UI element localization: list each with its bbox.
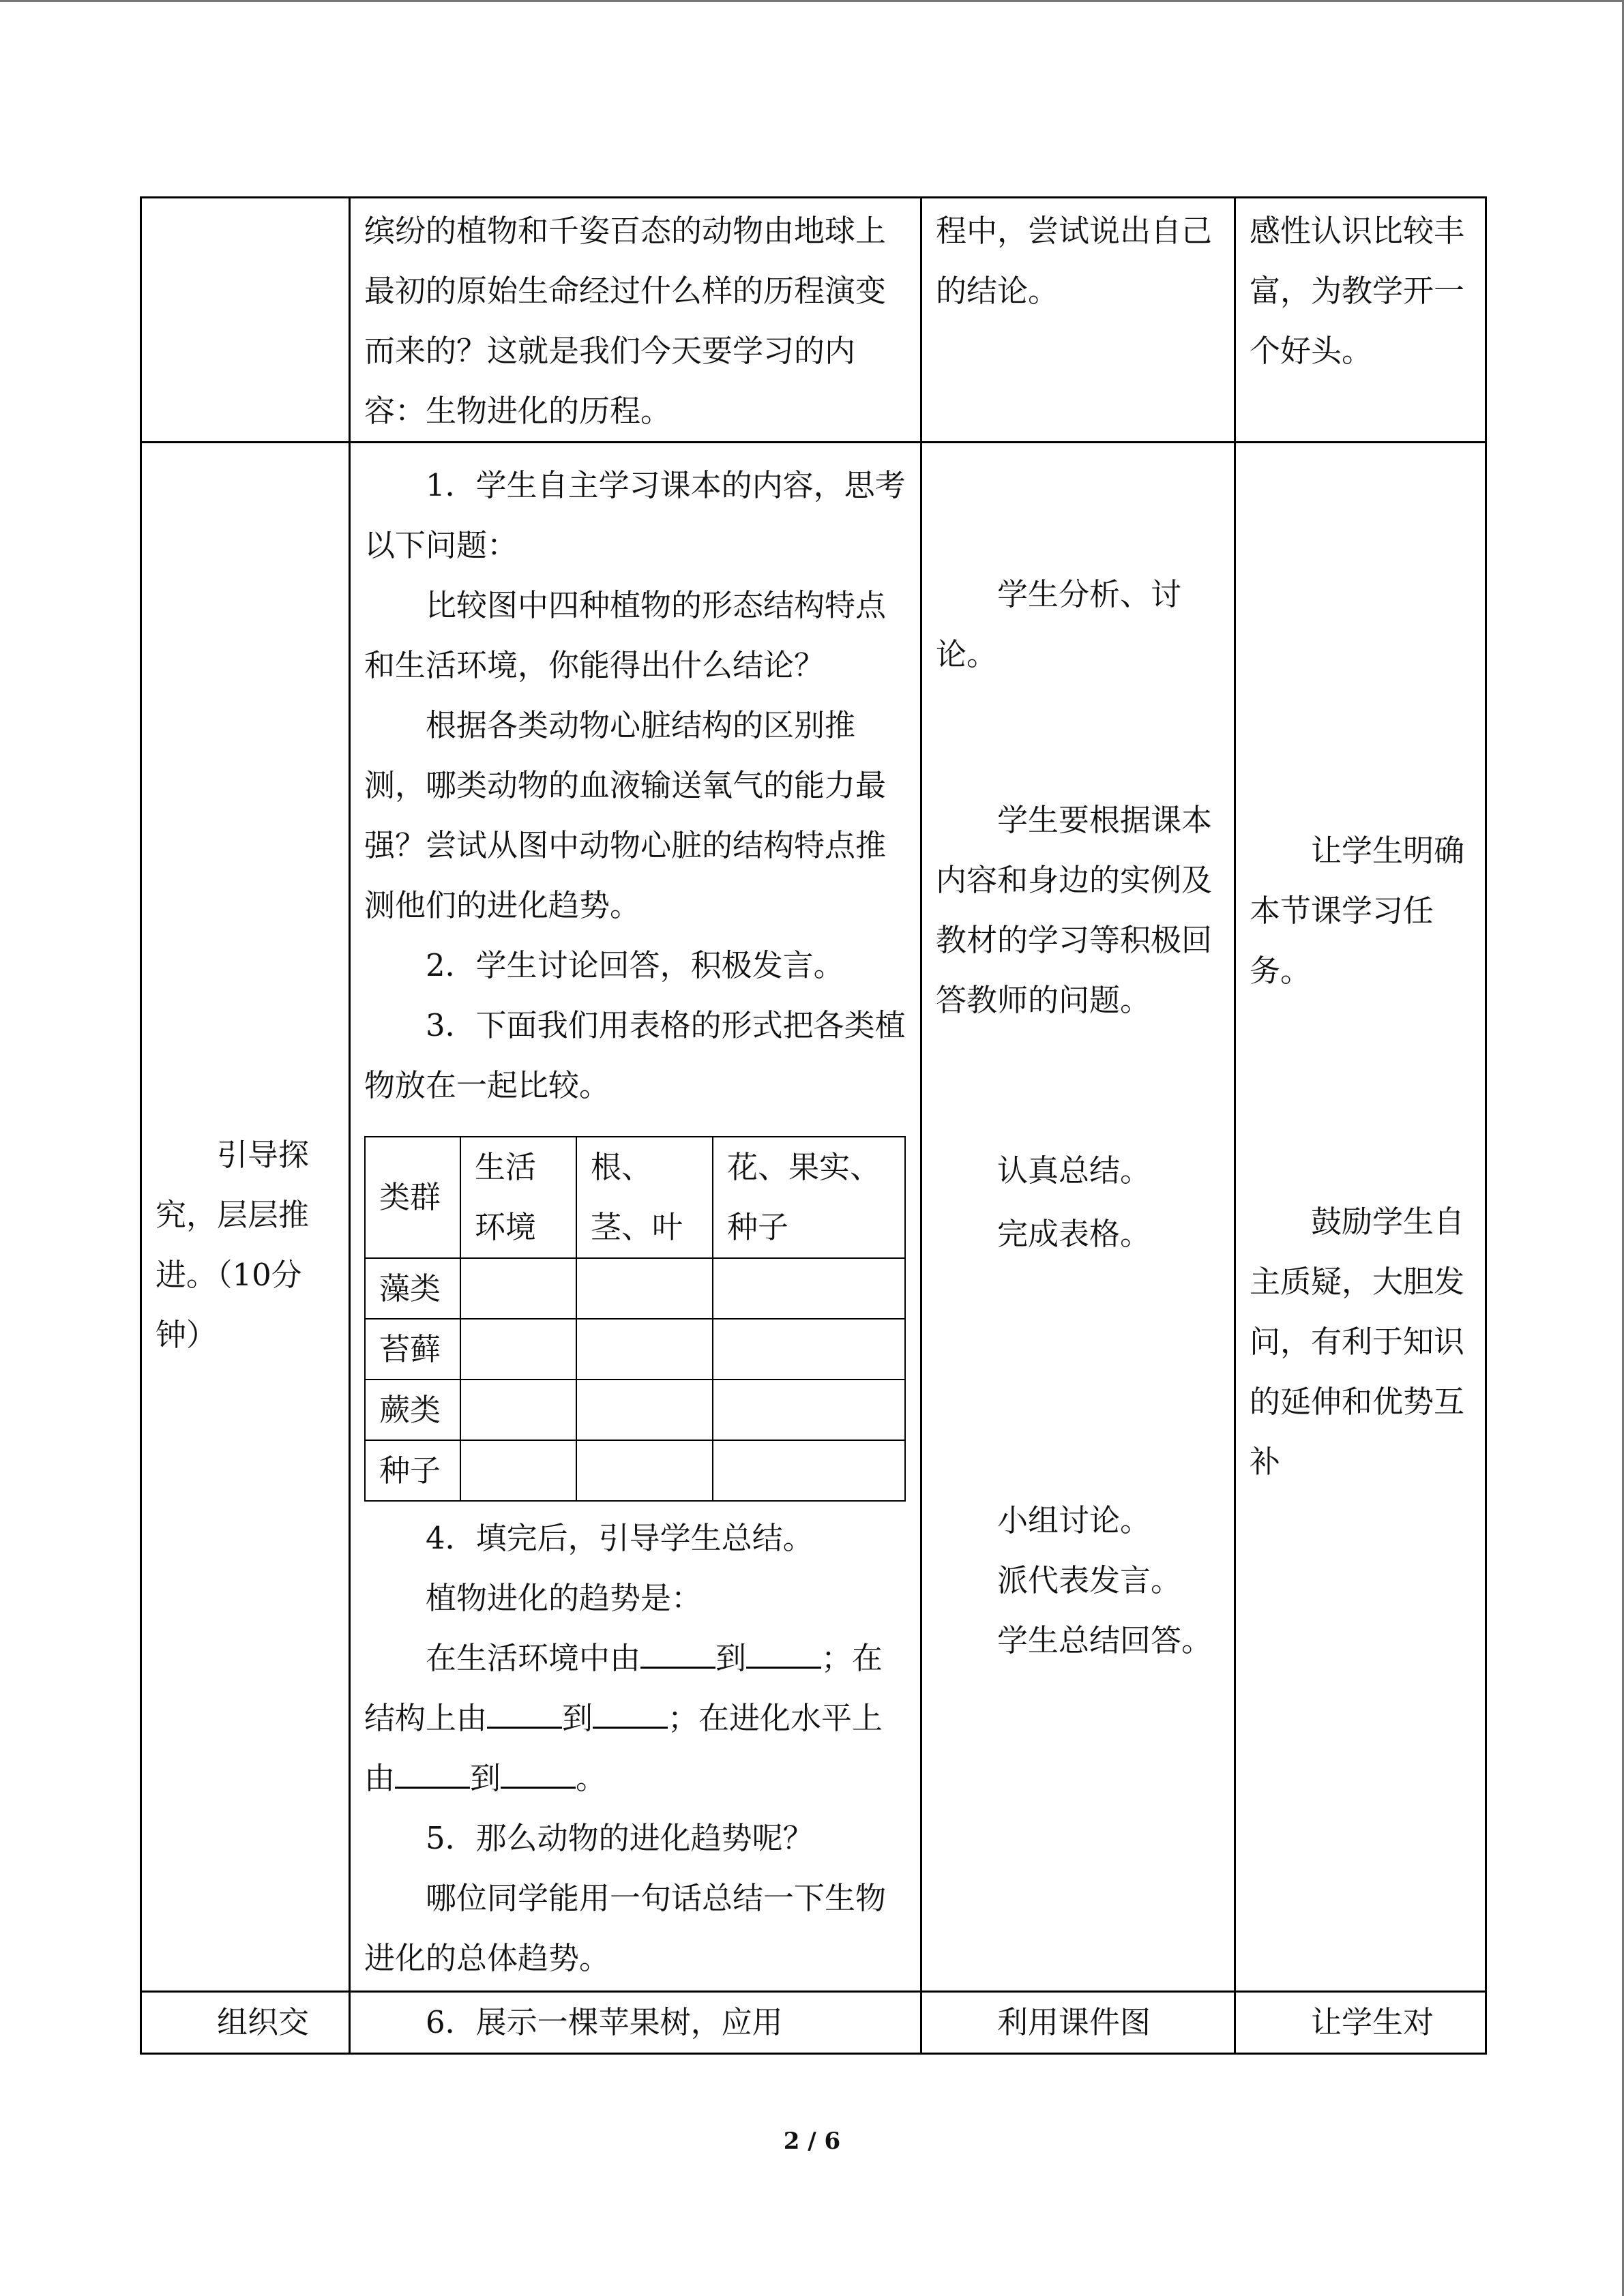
trend-heading: 植物进化的趋势是： xyxy=(426,1580,703,1616)
empty-cell[interactable] xyxy=(713,1319,905,1380)
question-animals: 根据各类动物心脏结构的区别推测，哪类动物的血液输送氧气的能力最强？尝试从图中动物心脏的结构特点推测他们的进化趋势。 xyxy=(364,707,887,923)
empty-cell[interactable] xyxy=(460,1319,576,1380)
spacer xyxy=(936,685,1220,790)
row-label: 蕨类 xyxy=(365,1380,460,1440)
row-label: 种子 xyxy=(365,1440,460,1501)
header-cell: 生活环境 xyxy=(460,1137,576,1258)
header-cell: 类群 xyxy=(365,1137,460,1258)
teacher-activity-cell xyxy=(350,443,921,1992)
table-row xyxy=(365,1258,905,1319)
empty-cell[interactable] xyxy=(460,1440,576,1501)
fill-text: ；在进化水平上由 xyxy=(364,1700,883,1796)
student-activity-cell xyxy=(921,443,1235,1992)
teacher-text: 缤纷的植物和千姿百态的动物由地球上最初的原始生命经过什么样的历程演变而来的？这就是我们今天要学习的内容：生物进化的历程。 xyxy=(364,213,887,429)
page-number: 2 / 6 xyxy=(783,2128,841,2155)
student-activity-cell xyxy=(921,1992,1235,2054)
empty-cell[interactable] xyxy=(713,1258,905,1319)
table-row-organize xyxy=(141,1992,1486,2054)
intent-text: 感性认识比较丰富，为教学开一个好头。 xyxy=(1250,213,1465,369)
table-row xyxy=(365,1440,905,1501)
fill-blank[interactable] xyxy=(487,1701,562,1729)
task-1: 1．学生自主学习课本的内容，思考以下问题： xyxy=(364,467,906,563)
design-intent-cell xyxy=(1235,443,1486,1992)
task-2: 2．学生讨论回答，积极发言。 xyxy=(426,947,844,983)
empty-cell[interactable] xyxy=(713,1380,905,1440)
student-text: 完成表格。 xyxy=(997,1216,1151,1252)
fill-blank[interactable] xyxy=(501,1761,576,1789)
stage-cell xyxy=(141,443,350,1992)
fill-in-sentence xyxy=(364,1628,906,1808)
empty-cell[interactable] xyxy=(460,1380,576,1440)
empty-cell[interactable] xyxy=(576,1258,713,1319)
fill-text: 到 xyxy=(562,1700,593,1736)
stage-cell xyxy=(141,198,350,443)
spacer xyxy=(1250,1001,1471,1192)
table-row-explore xyxy=(141,443,1486,1992)
row-label: 藻类 xyxy=(365,1258,460,1319)
student-activity-cell xyxy=(921,198,1235,443)
stage-label: 引导探究，层层推进。（10分钟） xyxy=(156,1137,310,1353)
student-text: 程中，尝试说出自己的结论。 xyxy=(936,213,1213,309)
table-row xyxy=(365,1380,905,1440)
empty-cell[interactable] xyxy=(576,1319,713,1380)
student-text: 派代表发言。 xyxy=(997,1562,1182,1598)
design-intent-cell xyxy=(1235,1992,1486,2054)
fill-text: 在生活环境中由 xyxy=(426,1640,641,1676)
fill-text: 到 xyxy=(470,1760,501,1796)
student-text: 学生分析、讨论。 xyxy=(936,576,1182,672)
intent-text: 鼓励学生自主质疑，大胆发问，有利于知识的延伸和优势互补 xyxy=(1250,1204,1465,1480)
fill-blank[interactable] xyxy=(395,1761,470,1789)
fill-blank[interactable] xyxy=(746,1641,821,1669)
teacher-activity-cell xyxy=(350,198,921,443)
task-5: 5．那么动物的进化趋势呢？ xyxy=(426,1820,814,1856)
empty-cell[interactable] xyxy=(576,1440,713,1501)
spacer xyxy=(936,1030,1220,1141)
empty-cell[interactable] xyxy=(576,1380,713,1440)
empty-cell[interactable] xyxy=(460,1258,576,1319)
lesson-plan-table xyxy=(140,196,1487,2055)
intent-text: 让学生明确本节课学习任务。 xyxy=(1250,833,1465,989)
summary-question: 哪位同学能用一句话总结一下生物进化的总体趋势。 xyxy=(364,1880,887,1976)
task-4: 4．填完后，引导学生总结。 xyxy=(426,1520,814,1556)
task-6: 6．展示一棵苹果树，应用 xyxy=(426,2004,783,2040)
student-text: 认真总结。 xyxy=(997,1152,1151,1189)
student-text: 学生总结回答。 xyxy=(997,1622,1213,1658)
empty-cell[interactable] xyxy=(713,1440,905,1501)
page-top-border xyxy=(0,0,1624,2)
table-row-intro xyxy=(141,198,1486,443)
student-text: 学生要根据课本内容和身边的实例及教材的学习等积极回答教师的问题。 xyxy=(936,802,1213,1018)
fill-text: 到 xyxy=(715,1640,747,1676)
table-header-row xyxy=(365,1137,905,1258)
row-label: 苔藓 xyxy=(365,1319,460,1380)
fill-text: ；在结构上由 xyxy=(364,1640,883,1736)
intent-text: 让学生对 xyxy=(1311,2004,1434,2040)
stage-label: 组织交 xyxy=(217,2004,310,2040)
student-text: 利用课件图 xyxy=(997,2004,1151,2040)
spacer xyxy=(936,443,1220,565)
student-text: 小组讨论。 xyxy=(997,1502,1151,1538)
plant-comparison-table xyxy=(364,1136,906,1502)
fill-blank[interactable] xyxy=(593,1701,668,1729)
fill-blank[interactable] xyxy=(640,1641,715,1669)
question-plants: 比较图中四种植物的形态结构特点和生活环境，你能得出什么结论？ xyxy=(364,587,887,683)
spacer xyxy=(936,1264,1220,1491)
header-cell: 花、果实、种子 xyxy=(713,1137,905,1258)
spacer xyxy=(1250,443,1471,821)
header-cell: 根、茎、叶 xyxy=(576,1137,713,1258)
task-3: 3．下面我们用表格的形式把各类植物放在一起比较。 xyxy=(364,1007,906,1103)
stage-cell xyxy=(141,1992,350,2054)
table-row xyxy=(365,1319,905,1380)
teacher-activity-cell xyxy=(350,1992,921,2054)
fill-text: 。 xyxy=(576,1760,607,1796)
design-intent-cell xyxy=(1235,198,1486,443)
